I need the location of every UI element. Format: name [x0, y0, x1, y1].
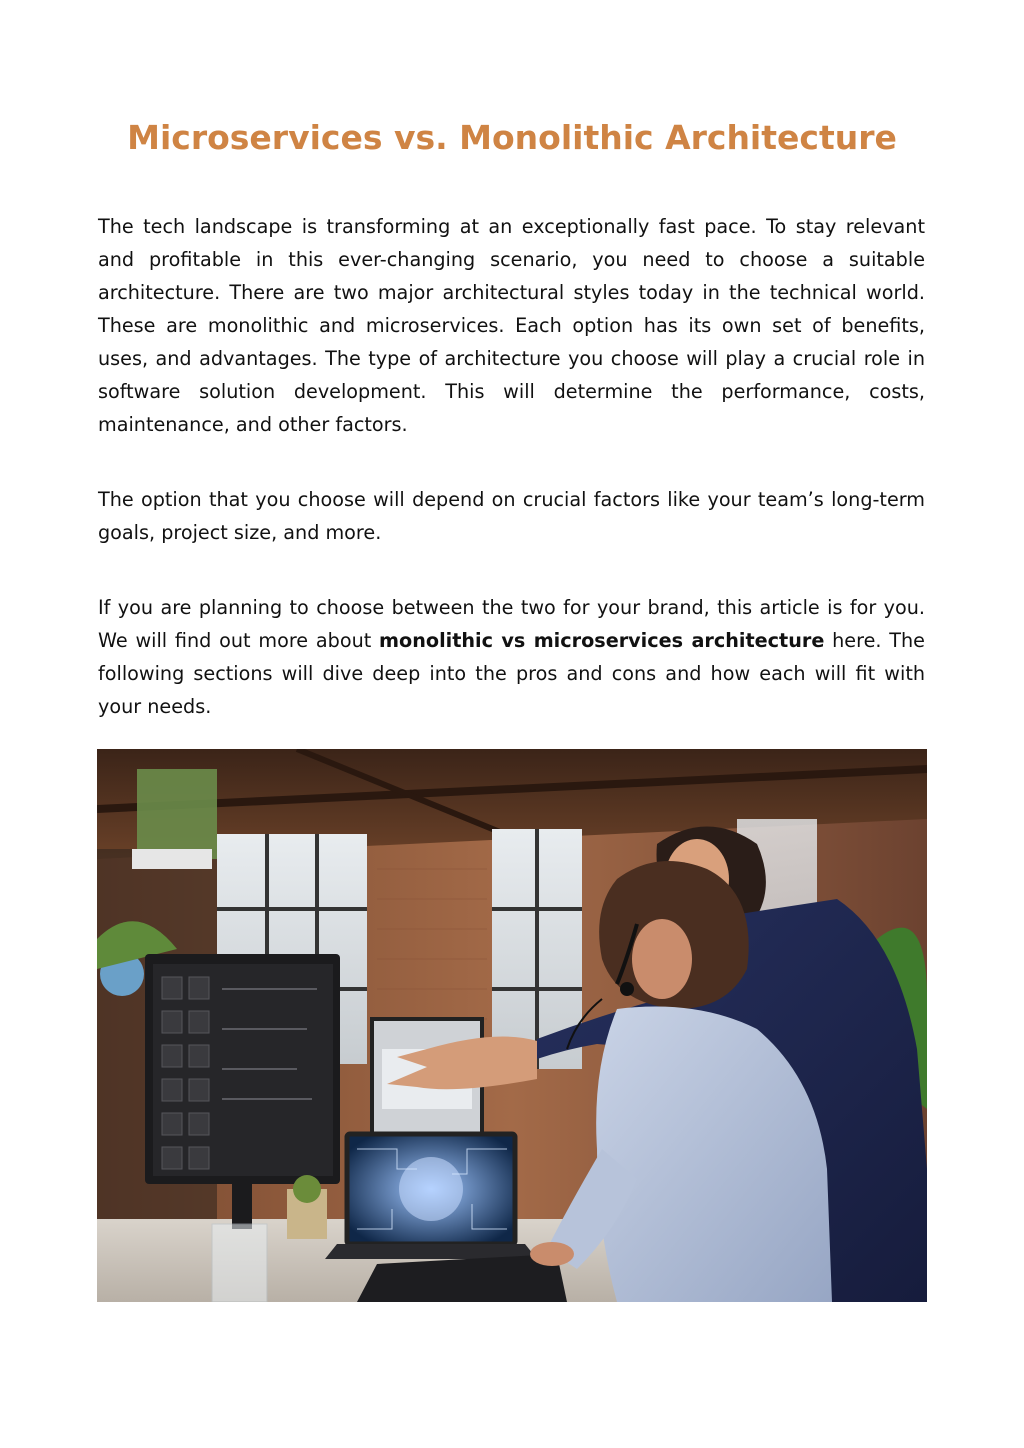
purpose-paragraph [98, 591, 925, 723]
highlighted-keyword: monolithic vs microservices architecture [379, 629, 825, 652]
purpose-text-start: If you are planning to choose between the two for your brand, this article is for you. We will find out more about [98, 596, 925, 652]
office-team-photo [97, 749, 927, 1302]
factors-paragraph: The option that you choose will depend on crucial factors like your team’s long-term goals, project size, and more. [98, 488, 925, 544]
intro-paragraph: The tech landscape is transforming at an exceptionally fast pace. To stay relevant and profitable in this ever-changing scenario, you need to choose a suitable architecture. There are two major architectural styles today in the technical world. These are monolithic and microservices. Each option has its own set of benefits, uses, and advantages. The type of architecture you choose will play a crucial role in software solution development. This will determine the performance, costs, maintenance, and other factors. [98, 215, 925, 436]
purpose-text-end: here. The following sections will dive deep into the pros and cons and how each will fit with your needs. [98, 629, 925, 718]
article-title: Microservices vs. Monolithic Architecture [127, 118, 897, 157]
